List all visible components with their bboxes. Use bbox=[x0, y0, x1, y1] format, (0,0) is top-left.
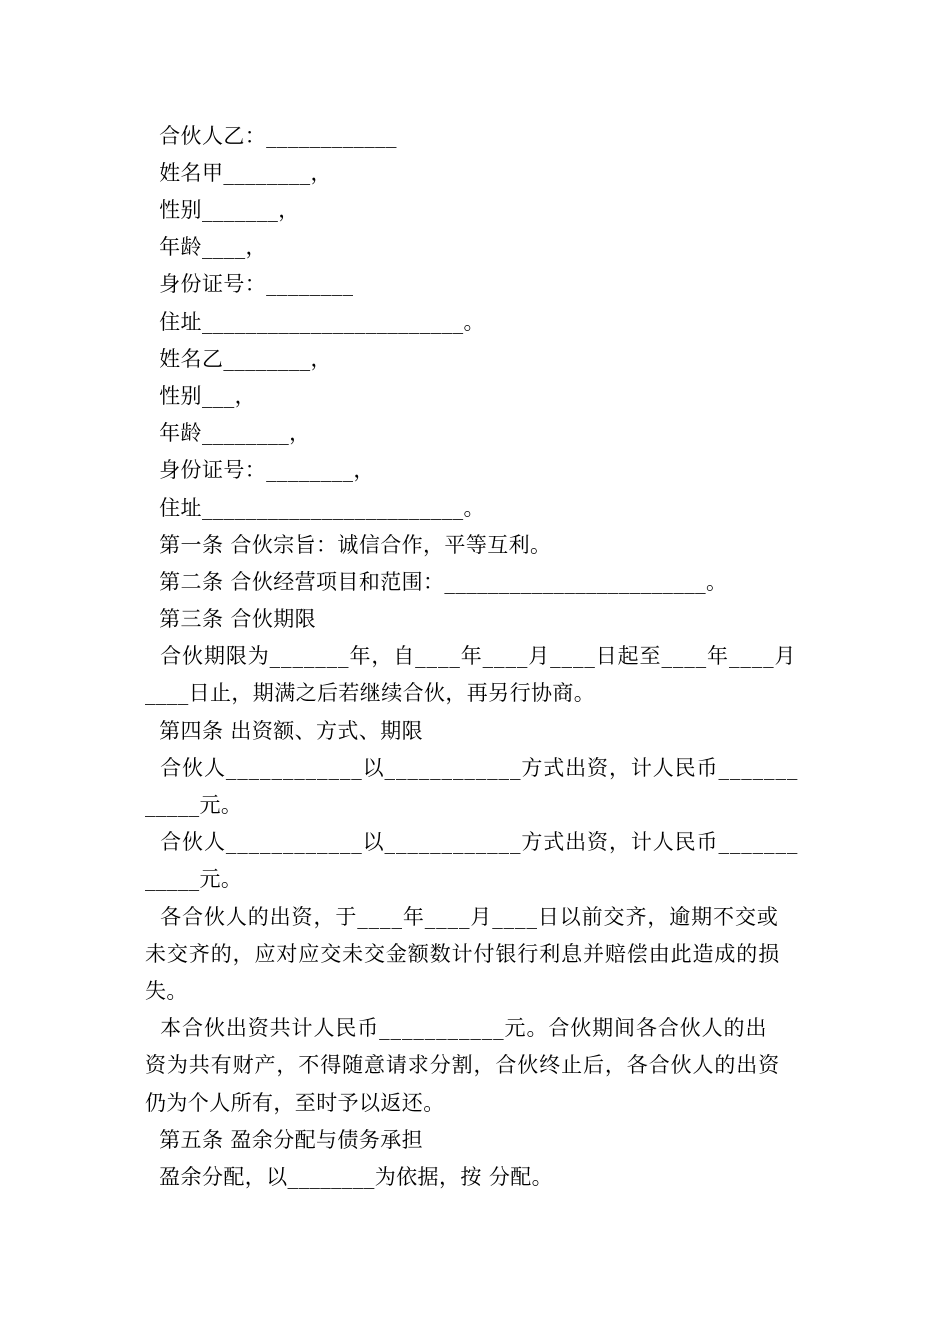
text-line: 年龄____， bbox=[145, 235, 267, 259]
text-line: 本合伙出资共计人民币___________元。合伙期间各合伙人的出 bbox=[145, 1016, 768, 1040]
article-heading: 第四条 出资额、方式、期限 bbox=[145, 719, 424, 743]
article-heading: 第五条 盈余分配与债务承担 bbox=[145, 1128, 424, 1152]
text-line: 仍为个人所有，至时予以返还。 bbox=[145, 1091, 445, 1115]
text-line: 年龄________， bbox=[145, 421, 311, 445]
text-line: ____日止，期满之后若继续合伙，再另行协商。 bbox=[145, 681, 596, 705]
text-line: 身份证号：________， bbox=[145, 458, 375, 482]
text-line: 合伙期限为_______年，自____年____月____日起至____年____月 bbox=[145, 644, 797, 668]
text-line: 未交齐的，应对应交未交金额数计付银行利息并赔偿由此造成的损 bbox=[145, 942, 781, 966]
text-line: _____元。 bbox=[145, 867, 243, 891]
text-line: 住址________________________。 bbox=[145, 310, 485, 334]
article-heading: 第二条 合伙经营项目和范围：________________________。 bbox=[145, 570, 728, 594]
text-line: 姓名甲________， bbox=[145, 161, 332, 185]
text-line: 合伙人____________以____________方式出资，计人民币_______ bbox=[145, 756, 799, 780]
article-heading: 第一条 合伙宗旨：诚信合作，平等互利。 bbox=[145, 533, 552, 557]
text-line: 性别___， bbox=[145, 384, 257, 408]
article-heading: 第三条 合伙期限 bbox=[145, 607, 317, 631]
text-line: 合伙人____________以____________方式出资，计人民币_______ bbox=[145, 830, 799, 854]
text-line: 各合伙人的出资，于____年____月____日以前交齐，逾期不交或 bbox=[145, 905, 779, 929]
text-line: 姓名乙________， bbox=[145, 347, 332, 371]
text-line: 盈余分配，以________为依据，按 分配。 bbox=[145, 1165, 554, 1189]
text-line: 资为共有财产，不得随意请求分割，合伙终止后，各合伙人的出资 bbox=[145, 1053, 781, 1077]
text-line: 合伙人乙：____________ bbox=[145, 124, 397, 148]
text-line: 身份证号：________ bbox=[145, 272, 354, 296]
text-line: 住址________________________。 bbox=[145, 496, 485, 520]
text-line: _____元。 bbox=[145, 793, 243, 817]
text-line: 失。 bbox=[145, 979, 188, 1003]
text-line: 性别_______， bbox=[145, 198, 300, 222]
